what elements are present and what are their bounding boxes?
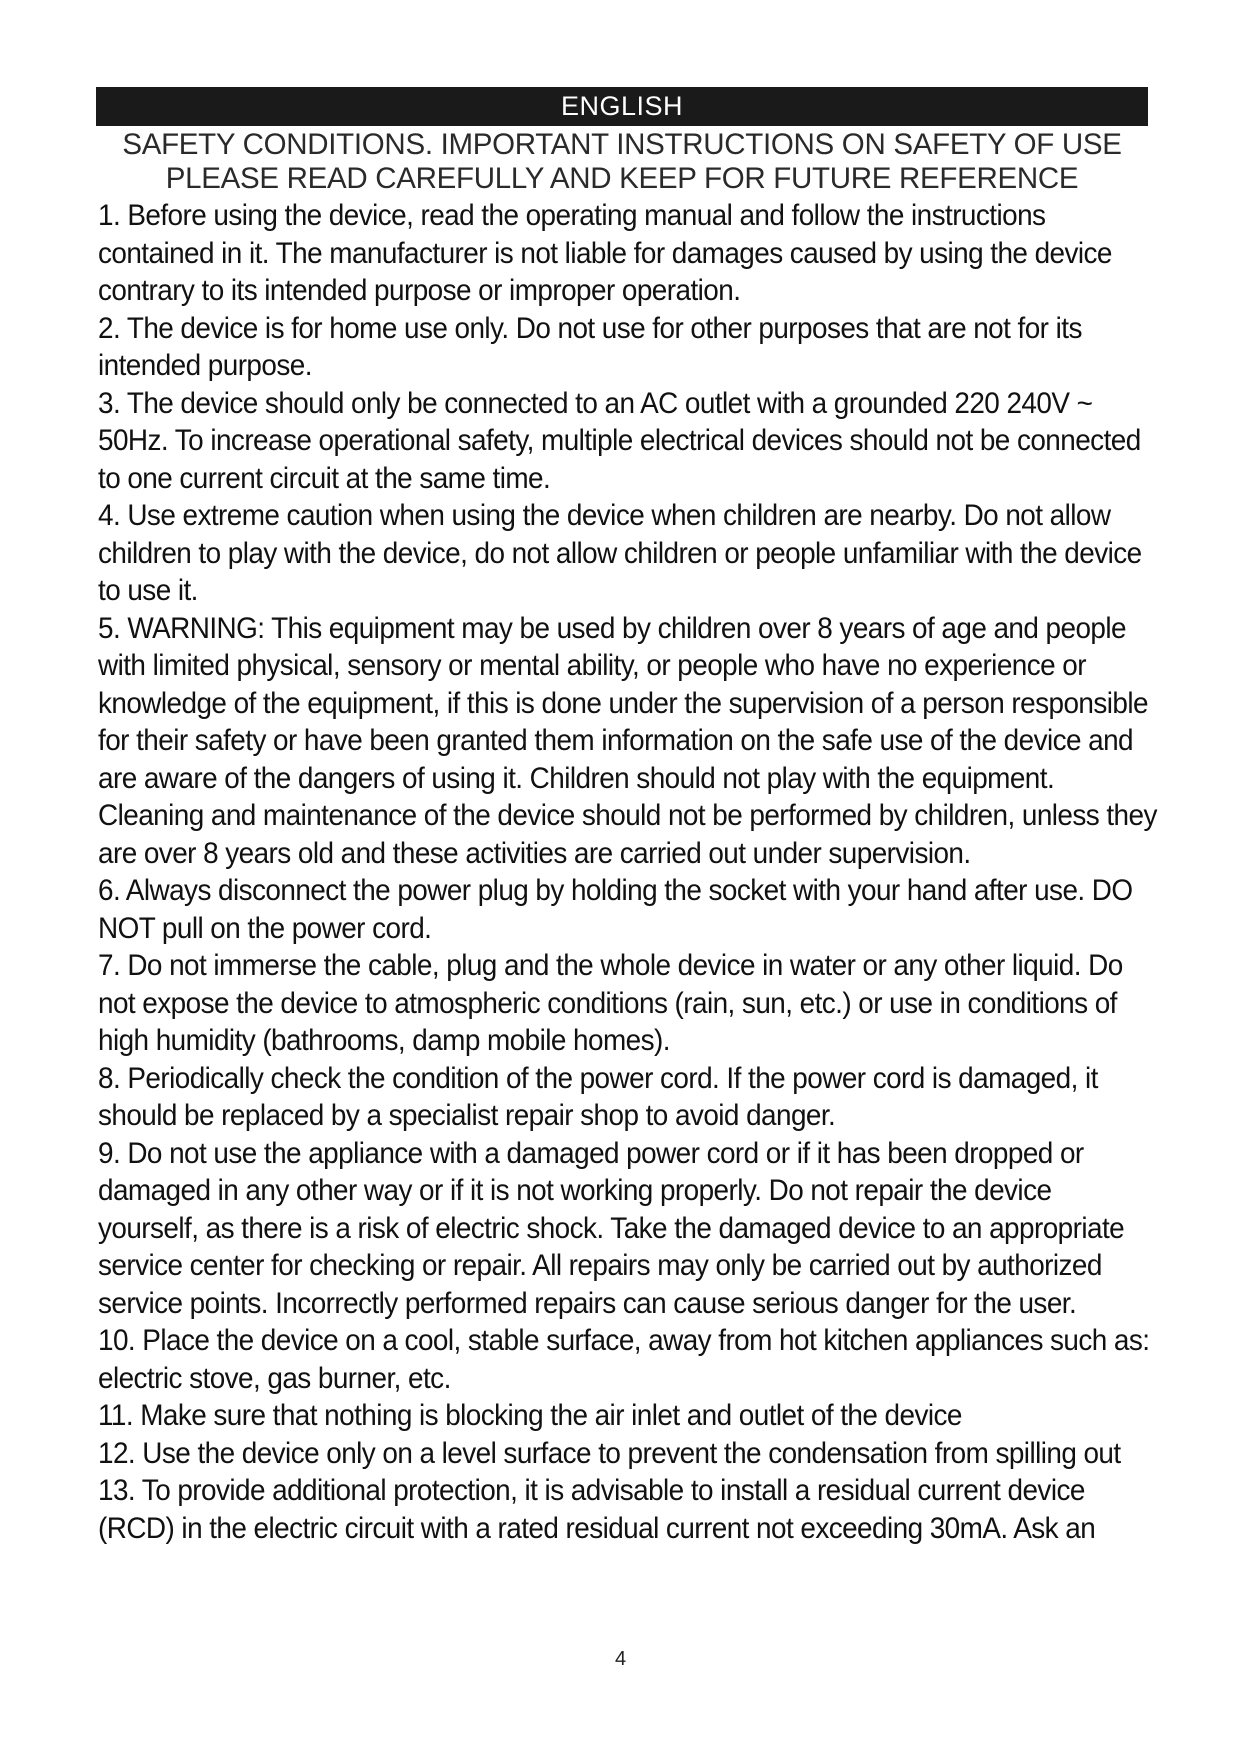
- instruction-item-1: 1. Before using the device, read the operating manual and follow the instructions contained in it. The manufacturer is not liable for damages caused by using the device contrary to its intended purpose or improper operation.: [98, 199, 1112, 307]
- instruction-item-10: 10. Place the device on a cool, stable surface, away from hot kitchen appliances such as: electric stove, gas burner, etc.: [98, 1324, 1150, 1395]
- safety-heading: [96, 128, 1148, 196]
- language-label: ENGLISH: [560, 91, 684, 121]
- language-header-bar: [96, 87, 1148, 126]
- page-number: 4: [614, 1648, 627, 1670]
- instruction-item-12: 12. Use the device only on a level surface to prevent the condensation from spilling out: [98, 1436, 1121, 1470]
- instruction-item-5: 5. WARNING: This equipment may be used by children over 8 years of age and people with limited physical, sensory or mental ability, or people who have no experience or knowledge of the equipment, if this is done under the supervision of a person responsible for their safety or have been granted them information on the safe use of the device and are aware of the dangers of using it. Children should not play with the equipment. Cleaning and maintenance of the device should not be performed by children, unless they are over 8 years old and these activities are carried out under supervision.: [98, 611, 1157, 870]
- instruction-item-6: 6. Always disconnect the power plug by holding the socket with your hand after use. DO NOT pull on the power cord.: [98, 874, 1133, 945]
- instruction-item-11: 11. Make sure that nothing is blocking the air inlet and outlet of the device: [98, 1399, 962, 1432]
- heading-line-2: PLEASE READ CAREFULLY AND KEEP FOR FUTURE REFERENCE: [165, 162, 1079, 195]
- instruction-item-9: 9. Do not use the appliance with a damaged power cord or if it has been dropped or damaged in any other way or if it is not working properly. Do not repair the device yourself, as there is a risk of electric shock. Take the damaged device to an appropriate service center for checking or repair. All repairs may only be carried out by authorized service points. Incorrectly performed repairs can cause serious danger for the user.: [98, 1136, 1125, 1320]
- heading-line-1: SAFETY CONDITIONS. IMPORTANT INSTRUCTIONS ON SAFETY OF USE: [122, 128, 1122, 161]
- instruction-item-2: 2. The device is for home use only. Do not use for other purposes that are not for its intended purpose.: [98, 311, 1082, 382]
- instruction-item-8: 8. Periodically check the condition of the power cord. If the power cord is damaged, it should be replaced by a specialist repair shop to avoid danger.: [98, 1061, 1098, 1132]
- instruction-item-3: 3. The device should only be connected to an AC outlet with a grounded 220 240V ~ 50Hz. To increase operational safety, multiple electrical devices should not be connected to one current circuit at the same time.: [98, 386, 1141, 495]
- instruction-item-7: 7. Do not immerse the cable, plug and the whole device in water or any other liquid. Do not expose the device to atmospheric conditions (rain, sun, etc.) or use in conditions of high humidity (bathrooms, damp mobile homes).: [98, 949, 1123, 1057]
- instruction-item-13: 13. To provide additional protection, it is advisable to install a residual current device (RCD) in the electric circuit with a rated residual current not exceeding 30mA. Ask an: [98, 1474, 1096, 1545]
- safety-instructions-list: [98, 197, 1158, 1547]
- instruction-item-4: 4. Use extreme caution when using the device when children are nearby. Do not allow children to play with the device, do not allow children or people unfamiliar with the device to use it.: [98, 499, 1142, 607]
